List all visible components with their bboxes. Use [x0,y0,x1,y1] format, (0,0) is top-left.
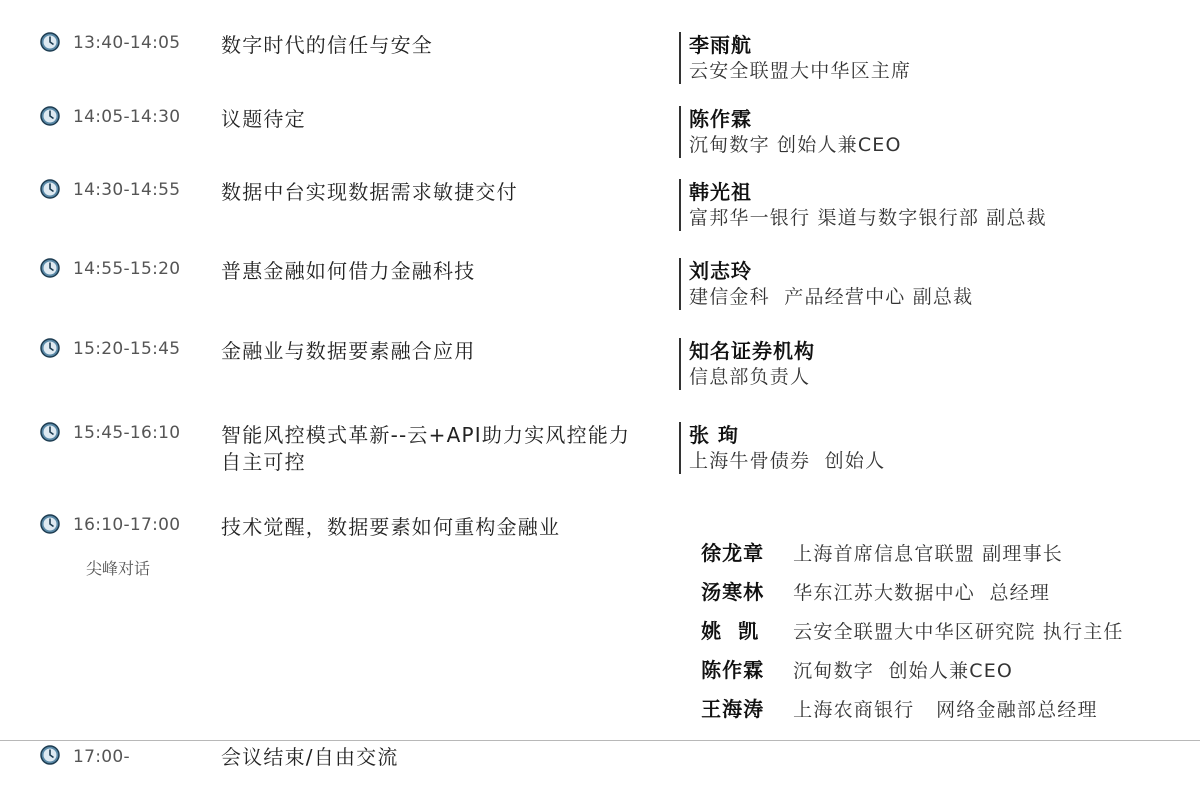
clock-icon [40,179,60,199]
panel-member-title: 沉甸数字 创始人兼CEO [793,660,1014,682]
agenda-time: 15:45-16:10 [73,423,181,443]
agenda-topic: 数据中台实现数据需求敏捷交付 [221,180,518,204]
agenda-time: 14:55-15:20 [73,259,181,279]
agenda-topic: 会议结束/自由交流 [221,745,399,769]
agenda-time: 14:30-14:55 [73,180,181,200]
speaker-title: 建信金科 产品经营中心 副总裁 [689,286,974,308]
speaker-name: 张 珣 [689,423,739,447]
agenda-time: 13:40-14:05 [73,33,181,53]
clock-icon [40,258,60,278]
clock-icon [40,106,60,126]
panel-member-name: 王海涛 [701,697,765,721]
panel-member [691,635,1014,682]
panel-member-name: 徐龙章 [701,541,765,565]
panel-member-title: 上海农商银行 网络金融部总经理 [793,699,1098,721]
divider [0,740,1200,741]
panel-member-name: 汤寒林 [701,580,765,604]
agenda-time: 17:00- [73,747,130,767]
speaker-name: 知名证券机构 [689,339,815,363]
speaker-title: 上海牛骨债券 创始人 [689,450,886,472]
agenda-topic: 数字时代的信任与安全 [221,33,433,57]
speaker-block [679,32,1189,84]
speaker-title: 信息部负责人 [689,366,811,388]
panel-label: 尖峰对话 [86,559,151,578]
speaker-name: 陈作霖 [689,107,752,131]
speaker-block [679,106,1189,158]
speaker-title: 沉甸数字 创始人兼CEO [689,134,902,156]
speaker-block [679,179,1189,231]
speaker-name: 韩光祖 [689,180,752,204]
agenda-time: 15:20-15:45 [73,339,181,359]
agenda-time: 14:05-14:30 [73,107,181,127]
agenda-topic: 金融业与数据要素融合应用 [221,339,476,363]
speaker-name: 李雨航 [689,33,752,57]
panel-member [691,596,1124,643]
speaker-block [679,338,1189,390]
speaker-title: 云安全联盟大中华区主席 [689,60,912,82]
speaker-block [679,258,1189,310]
panel-member-title: 上海首席信息官联盟 副理事长 [793,543,1064,565]
panel-member [691,674,1098,721]
clock-icon [40,422,60,442]
clock-icon [40,32,60,52]
agenda-topic: 智能风控模式革新--云+API助力实风控能力自主可控 [221,423,631,474]
panel-member-name: 姚 凯 [701,619,760,643]
clock-icon [40,514,60,534]
clock-icon [40,338,60,358]
agenda-topic: 技术觉醒，数据要素如何重构金融业 [221,515,561,539]
clock-icon [40,745,60,765]
agenda-topic: 普惠金融如何借力金融科技 [221,259,476,283]
panel-member [691,557,1051,604]
agenda-topic: 议题待定 [221,107,306,131]
speaker-name: 刘志玲 [689,259,752,283]
panel-member-name: 陈作霖 [701,658,765,682]
panel-member-title: 华东江苏大数据中心 总经理 [793,582,1051,604]
speaker-block [679,422,1189,474]
agenda-time: 16:10-17:00 [73,515,181,535]
panel-member [691,518,1064,565]
panel-member-title: 云安全联盟大中华区研究院 执行主任 [793,621,1124,643]
speaker-title: 富邦华一银行 渠道与数字银行部 副总裁 [689,207,1047,229]
